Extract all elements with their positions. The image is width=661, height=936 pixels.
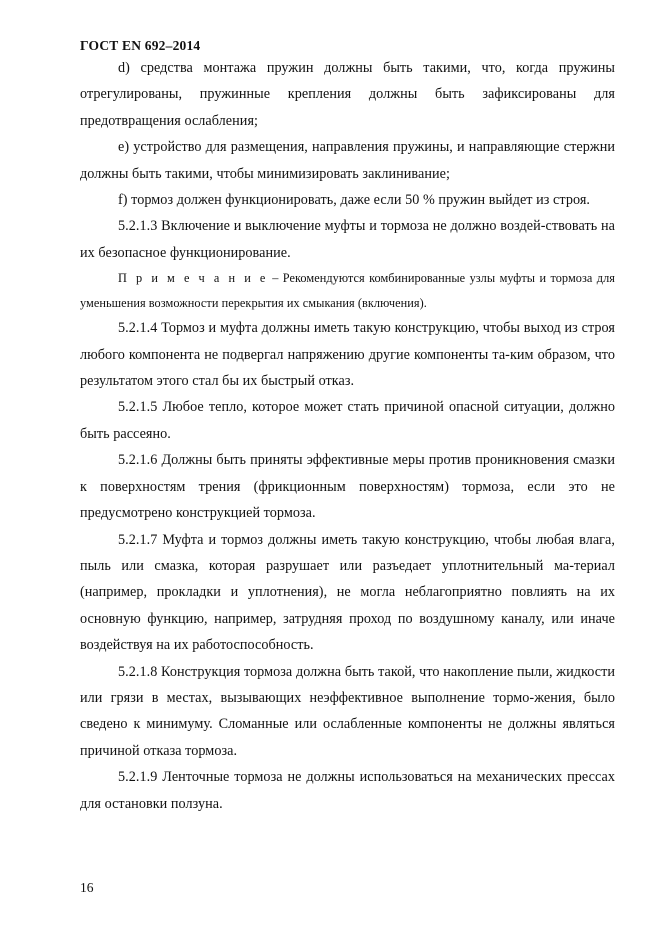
- note: [80, 266, 615, 315]
- clause-5-2-1-4: 5.2.1.4 Тормоз и муфта должны иметь такую конструкцию, чтобы выход из строя любого компонента не подвергал напряжению другие компоненты та-ким образом, что результатом этого стал бы их быстрый отказ.: [80, 320, 615, 390]
- standard-header: ГОСТ EN 692–2014: [80, 38, 201, 53]
- item-f: f) тормоз должен функционировать, даже если 50 % пружин выйдет из строя.: [118, 192, 591, 209]
- document-body: [80, 55, 615, 817]
- page-number: 16: [80, 880, 94, 895]
- note-text: – Рекомендуются комбинированные узлы муфты и тормоза для уменьшения возможности перекрытия их смыкания (включения).: [80, 271, 615, 310]
- clause-5-2-1-3: 5.2.1.3 Включение и выключение муфты и тормоза не должно воздей-ствовать на их безопасное функционирование.: [80, 218, 615, 261]
- clause-5-2-1-5: 5.2.1.5 Любое тепло, которое может стать причиной опасной ситуации, должно быть рассеяно.: [80, 399, 615, 442]
- item-d: d) средства монтажа пружин должны быть такими, что, когда пружины отрегулированы, пружинные крепления должны быть зафиксированы для предотвращения ослабления;: [80, 60, 615, 129]
- item-e: е) устройство для размещения, направления пружины, и направляющие стержни должны быть такими, чтобы минимизировать заклинивание;: [80, 139, 615, 182]
- clause-5-2-1-9: 5.2.1.9 Ленточные тормоза не должны использоваться на механических прессах для остановки ползуна.: [80, 769, 615, 812]
- note-label: П р и м е ч а н и е: [118, 271, 268, 286]
- clause-5-2-1-7: 5.2.1.7 Муфта и тормоз должны иметь такую конструкцию, чтобы любая влага, пыль или смазка, которая разрушает или разъедает уплотнительный ма-териал (например, прокладки и уплотнения), не могла неблагоприятно повлиять на их основную функцию, например, затрудняя проход по воздушному каналу, или иначе воздействуя на их работоспособность.: [80, 531, 615, 654]
- clause-5-2-1-6: 5.2.1.6 Должны быть приняты эффективные меры против проникновения смазки к поверхностям трения (фрикционным поверхностям) тормоза, если это не предусмотрено конструкцией тормоза.: [80, 452, 615, 522]
- clause-5-2-1-8: 5.2.1.8 Конструкция тормоза должна быть такой, что накопление пыли, жидкости или грязи в местах, вызывающих неэффективное выполнение тормо-жения, было сведено к минимуму. Сломанные или ослабленные компоненты не должны являться причиной отказа тормоза.: [80, 663, 615, 759]
